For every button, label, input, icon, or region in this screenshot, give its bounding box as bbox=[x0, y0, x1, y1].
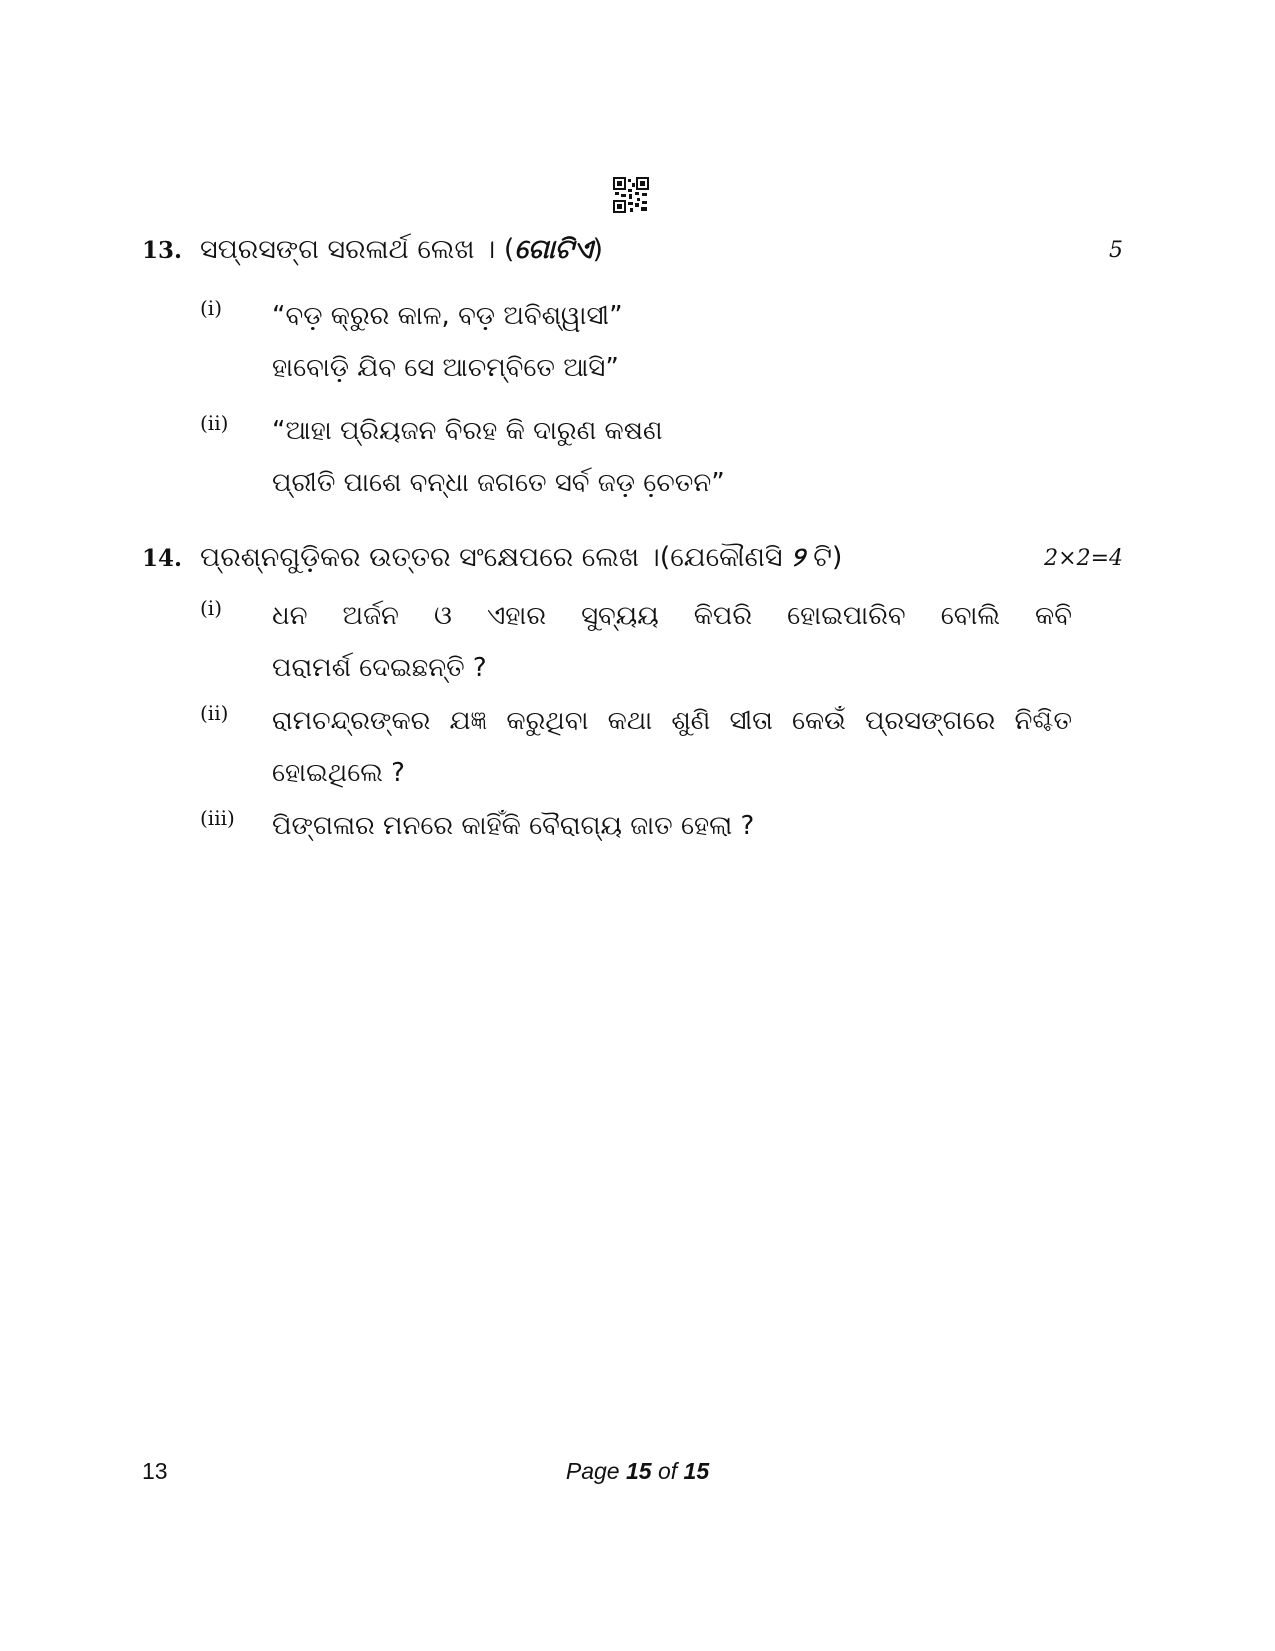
sub-question-text bbox=[272, 590, 1072, 694]
question-number: 14. bbox=[142, 544, 183, 572]
text-line: ପ୍ରୀତି ପାଶେ ବନ୍ଧା ଜଗତେ ସର୍ବ ଜଡ଼ ଚେ଼ତନ” bbox=[272, 468, 725, 498]
sub-question-text bbox=[272, 405, 1072, 509]
sub-question-text bbox=[272, 290, 1072, 394]
text-line: ରାମଚନ୍ଦ୍ରଙ୍କର ଯଜ୍ଞ କରୁଥିବା କଥା ଶୁଣି ସୀତା କେଉଁ ପ୍ରସଙ୍ଗରେ ନିଶ୍ଚିତ bbox=[272, 706, 1072, 736]
question-prompt-emphasis: ୨ bbox=[791, 542, 805, 573]
page-number: Page 15 of 15 bbox=[565, 1458, 710, 1484]
sub-question-text bbox=[272, 695, 1072, 799]
question-prompt-emphasis: ଗୋଟିଏ bbox=[514, 234, 593, 265]
sub-question-label: (i) bbox=[200, 596, 223, 620]
text-line: ହୋଇଥିଲେ ? bbox=[272, 758, 405, 788]
sub-question-label: (i) bbox=[200, 296, 223, 320]
text-line: ପିଙ୍ଗଳାର ମନରେ କାହିଁକି ବୈରାଗ୍ୟ ଜାତ ହେଲା ? bbox=[272, 811, 755, 841]
qr-code-icon bbox=[613, 177, 649, 213]
sub-question-text bbox=[272, 800, 1072, 852]
text-line: “ବଡ଼ କ୍ରୁର କାଳ, ବଡ଼ ଅବିଶ୍ୱାସୀ” bbox=[272, 301, 623, 331]
paper-code: 13 bbox=[142, 1458, 168, 1484]
question-prompt: ସପ୍ରସଙ୍ଗ ସରଳାର୍ଥ ଲେଖ । (ଗୋଟିଏ) bbox=[200, 234, 604, 265]
sub-question-label: (ii) bbox=[200, 701, 229, 725]
question-heading bbox=[142, 538, 842, 578]
question-marks: 5 bbox=[1109, 237, 1123, 263]
current-page: 15 bbox=[625, 1458, 652, 1484]
total-pages: 15 bbox=[683, 1458, 710, 1484]
question-marks: 2×2=4 bbox=[1044, 545, 1123, 571]
text-line: ପରାମର୍ଶ ଦେଇଛନ୍ତି ? bbox=[272, 653, 487, 683]
question-prompt: ପ୍ରଶ୍ନଗୁଡ଼ିକର ଉତ୍ତର ସଂକ୍ଷେପରେ ଲେଖ ।(ଯେକୌଣସି ୨ ଟି) bbox=[200, 542, 843, 573]
text-line: ଧନ ଅର୍ଜନ ଓ ଏହାର ସୁବ୍ୟୟ କିପରି ହୋଇପାରିବ ବୋଲି କବି bbox=[272, 601, 1072, 631]
question-heading bbox=[142, 230, 603, 270]
text-line: ହାବୋଡ଼ି ଯିବ ସେ ଆଚମ୍ବିତେ ଆସି” bbox=[272, 353, 619, 383]
sub-question-label: (ii) bbox=[200, 411, 229, 435]
text-line: “ଆହା ପ୍ରିୟଜନ ବିରହ କି ଦାରୁଣ କଷଣ bbox=[272, 416, 663, 446]
sub-question-label: (iii) bbox=[200, 806, 235, 830]
question-number: 13. bbox=[142, 236, 183, 264]
